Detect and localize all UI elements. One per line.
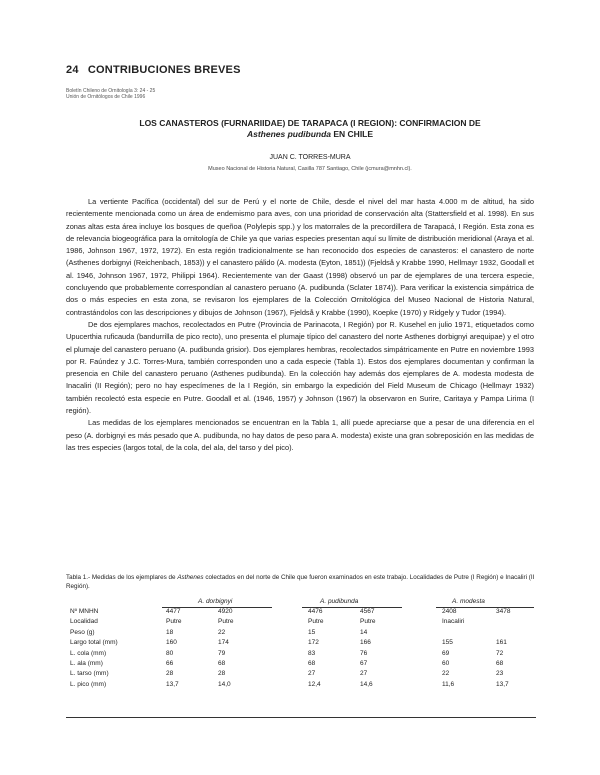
table-cell: 172 bbox=[308, 639, 319, 647]
table-cell: 28 bbox=[166, 670, 174, 678]
article-title bbox=[80, 118, 540, 140]
table-cell: 4567 bbox=[360, 608, 375, 615]
row-label: L. pico (mm) bbox=[70, 680, 107, 688]
table-cell: 18 bbox=[166, 628, 174, 636]
table-cell: 13,7 bbox=[496, 680, 509, 688]
table-cell: 2408 bbox=[442, 608, 457, 615]
table-cell: 155 bbox=[442, 639, 453, 647]
measurements-table bbox=[66, 596, 536, 691]
table-cell: 67 bbox=[360, 659, 368, 667]
table-cell: Putre bbox=[360, 618, 376, 626]
table-cell: 161 bbox=[496, 639, 507, 647]
table-row bbox=[66, 681, 536, 691]
table-cell: 4477 bbox=[166, 608, 181, 615]
table-cell: Putre bbox=[166, 618, 182, 626]
running-header bbox=[66, 64, 241, 76]
table-cell: 66 bbox=[166, 659, 174, 667]
table-cell: 28 bbox=[218, 670, 226, 678]
table-cell: 23 bbox=[496, 670, 504, 678]
section-title: CONTRIBUCIONES BREVES bbox=[87, 64, 241, 76]
table-cell: 79 bbox=[218, 649, 226, 657]
table-group-header bbox=[66, 596, 536, 608]
table-cell: 160 bbox=[166, 639, 177, 647]
row-label: L. tarso (mm) bbox=[70, 670, 109, 678]
row-label: Localidad bbox=[70, 618, 98, 626]
table-cell: 11,6 bbox=[442, 680, 455, 688]
journal-citation bbox=[66, 88, 155, 100]
title-line-1: LOS CANASTEROS (FURNARIIDAE) DE TARAPACA (I REGION): CONFIRMACION DE bbox=[139, 118, 481, 128]
table-cell: Inacaliri bbox=[442, 618, 465, 626]
table-cell: 4920 bbox=[218, 608, 233, 615]
title-species: Asthenes pudibunda bbox=[246, 129, 332, 139]
table-cell: 3478 bbox=[496, 608, 511, 615]
table-cell: Putre bbox=[218, 618, 234, 626]
table-cell: 22 bbox=[218, 628, 226, 636]
table-row bbox=[66, 670, 536, 680]
table-cell: 13,7 bbox=[166, 680, 179, 688]
table-cell: 68 bbox=[496, 659, 504, 667]
author-affiliation: Museo Nacional de Historia Natural, Casilla 787 Santiago, Chile (jcmura@mnhn.cl). bbox=[208, 166, 412, 172]
citation-line-1: Boletín Chileno de Ornitología 3: 24 - 25 bbox=[66, 88, 156, 94]
table-row bbox=[66, 618, 536, 628]
paragraph-3: Las medidas de los ejemplares mencionados se encuentran en la Tabla 1, allí puede apreciarse que a pesar de una diferencia en el peso (A. dorbignyi es más pesado que A. pudibunda, no hay datos de peso para A. modesta) existe una gran sobreposición en las medidas de las tres especies (largos total, de la cola, del ala, del tarso y del pico). bbox=[66, 418, 534, 452]
row-label: L. ala (mm) bbox=[70, 659, 103, 667]
group-dorbignyi: A. dorbignyi bbox=[198, 598, 233, 605]
title-line-2 bbox=[80, 129, 540, 140]
article-body bbox=[66, 196, 534, 454]
table-cell: 68 bbox=[218, 659, 226, 667]
table-cell: 83 bbox=[308, 649, 316, 657]
row-label: Peso (g) bbox=[70, 628, 95, 636]
table-row bbox=[66, 629, 536, 639]
table-caption bbox=[66, 573, 536, 591]
table-cell: 166 bbox=[360, 639, 371, 647]
table-cell: 27 bbox=[308, 670, 316, 678]
table-cell: 22 bbox=[442, 670, 450, 678]
table-cell: 14 bbox=[360, 628, 368, 636]
table-row bbox=[66, 639, 536, 649]
row-label: Nº MNHN bbox=[70, 608, 99, 615]
table-bottom-rule bbox=[66, 717, 536, 718]
page-number: 24 bbox=[66, 64, 79, 76]
table-cell: 12,4 bbox=[308, 680, 321, 688]
row-label: L. cola (mm) bbox=[70, 649, 107, 657]
table-cell: 4476 bbox=[308, 608, 323, 615]
table-cell: 174 bbox=[218, 639, 229, 647]
table-cell: Putre bbox=[308, 618, 324, 626]
citation-line-2: Unión de Ornitólogos de Chile 1996 bbox=[66, 94, 146, 100]
table-cell: 60 bbox=[442, 659, 450, 667]
table-cell: 14,6 bbox=[360, 680, 373, 688]
table-row bbox=[66, 660, 536, 670]
table-cell: 14,0 bbox=[218, 680, 231, 688]
title-suffix: EN CHILE bbox=[331, 129, 374, 139]
group-pudibunda: A. pudibunda bbox=[320, 598, 359, 605]
table-cell: 76 bbox=[360, 649, 368, 657]
table-cell: 72 bbox=[496, 649, 504, 657]
author-name: JUAN C. TORRES-MURA bbox=[269, 154, 351, 161]
table-cell: 15 bbox=[308, 628, 316, 636]
table-cell: 27 bbox=[360, 670, 368, 678]
caption-suffix: colectados en del norte de Chile que fueron examinados en este trabajo. Localidades de Putre (I Región) e Inacaliri (II Región). bbox=[66, 574, 535, 590]
table-row bbox=[66, 650, 536, 660]
caption-prefix: Tabla 1.- Medidas de los ejemplares de bbox=[66, 574, 178, 581]
table-cell: 68 bbox=[308, 659, 316, 667]
table-rows bbox=[66, 608, 536, 691]
row-label: Largo total (mm) bbox=[70, 639, 118, 647]
table-row bbox=[66, 608, 536, 618]
table-cell: 69 bbox=[442, 649, 450, 657]
caption-genus: Asthenes bbox=[177, 574, 204, 581]
table-cell: 80 bbox=[166, 649, 174, 657]
paragraph-2: De dos ejemplares machos, recolectados en Putre (Provincia de Parinacota, I Región) por R. Kusehel en julio 1971, etiquetados como Upucerthia ruficauda (bandurrilla de pico recto), uno presenta el plumaje típico del canastero del norte Asthenes dorbignyi arequipae) y el otro el plumaje del canastero peruano (A. pudibunda grisior). Dos ejemplares hembras, recolectados simpátricamente en Putre en noviembre 1993 por R. Faúndez y J.C. Torres-Mura, también corresponden uno a cada especie (Tabla 1). Estos dos ejemplares documentan y confirman la presencia en Chile del canastero peruano (Asthenes pudibunda). En la colección hay además dos ejemplares de A. modesta modesta de Inacaliri (II Región); pero no hay especímenes de la I Región, sin embargo la expedición del Field Museum de Chicago (Hellmayr 1932) también recolectó esta especie en Putre. Goodall et al. (1946, 1957) y Johnson (1967) la observaron en Surire, Caritaya y Pampa Lirima (I región). bbox=[66, 319, 534, 416]
group-modesta: A. modesta bbox=[452, 598, 485, 605]
paragraph-1: La vertiente Pacífica (occidental) del sur de Perú y el norte de Chile, desde el nivel del mar hasta 4.000 m de altitud, ha sido recientemente mencionada como un área de endemismo para aves, con una prioridad de conservación alta (Stattersfield et al. 1998). En sus zonas altas esta área incluye los bosques de queñoa (Polylepis spp.) y los matorrales de la precordillera de Tarapacá, I Región. Esta zona es de relevancia biogeográfica para la ornitología de Chile ya que varias especies presentan aquí su límite de distribución meridional (Araya et al. 1986, Johnson 1967, 1972, 1972). En esta región tradicionalmente se han reconocido dos especies de canasteros: el canastero de norte (Asthenes dorbignyi (Reichenbach, 1853)) y el canastero pálido (A. modesta (Eyton, 1851)) (Fjeldså y Krabbe 1990, Hellmayr 1932, Goodall et al. 1946, Johnson 1967, 1972, Philippi 1964). Recientemente van der Gaast (1998) observó un par de ejemplares de una tercera especie, concluyendo que probablemente correspondían al canastero peruano (A. pudibunda (Sclater 1874)). Para verificar la existencia simpátrica de dos o más especies en esta zona, se revisaron los ejemplares de la Colección Ornitológica del Museo Nacional de Historia Natural, contrastándolos con las descripciones y dibujos de Johnson (1967), Fjeldså y Krabbe (1990), Koepke (1970) y Ridgely y Tudor (1994). bbox=[66, 197, 534, 317]
